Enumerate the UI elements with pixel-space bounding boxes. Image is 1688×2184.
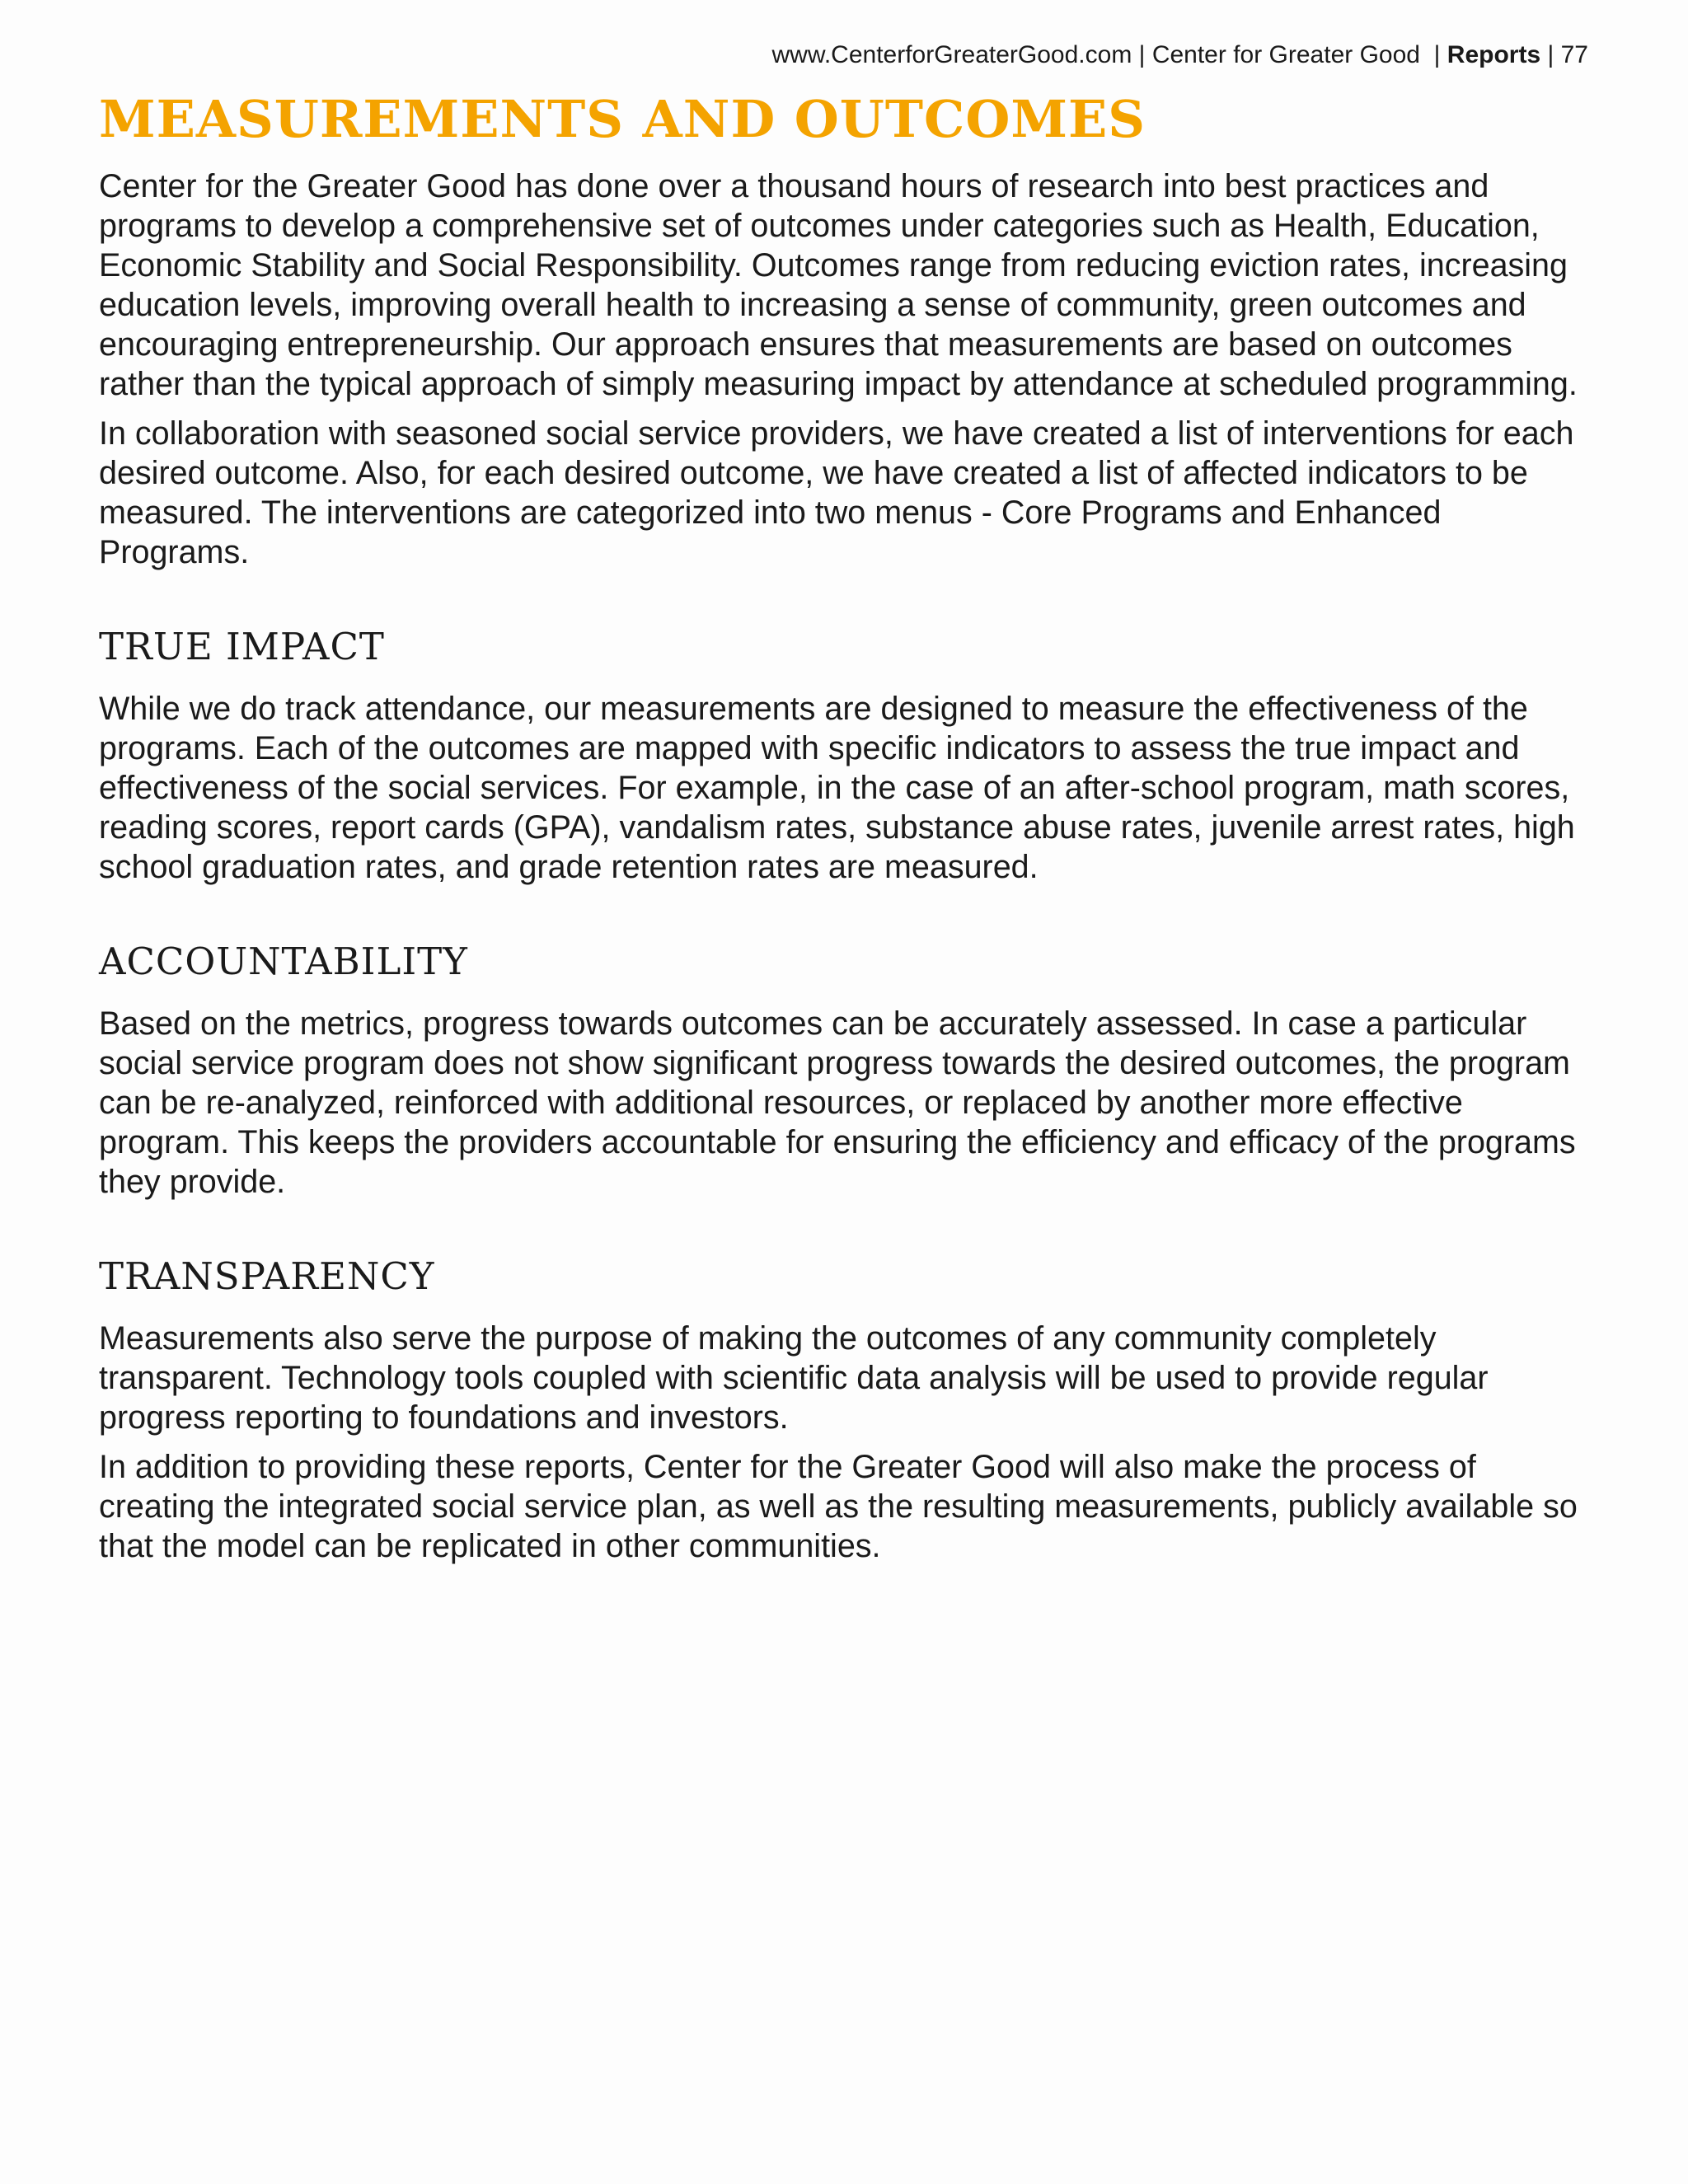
header-separator: |: [1547, 41, 1554, 68]
intro-section: [99, 166, 1582, 572]
section-paragraph: Based on the metrics, progress towards outcomes can be accurately assessed. In case a particular social service program does not show significant progress towards the desired outcomes, the program can be re-analyzed, reinforced with additional resources, or replaced by another more effective program. This keeps the providers accountable for ensuring the efficiency and efficacy of the programs they provide.: [99, 1005, 1576, 1200]
intro-paragraph: Center for the Greater Good has done over a thousand hours of research into best practices and programs to develop a comprehensive set of outcomes under categories such as Health, Education, Economic Stability and Social Responsibility. Outcomes range from reducing eviction rates, increasing education levels, improving overall health to increasing a sense of community, green outcomes and encouraging entrepreneurship. Our approach ensures that measurements are based on outcomes rather than the typical approach of simply measuring impact by attendance at scheduled programming.: [99, 168, 1578, 402]
page-content: [99, 82, 1582, 1576]
header-separator: |: [1138, 41, 1146, 68]
section-heading: TRUE IMPACT: [99, 625, 385, 668]
header-org-name: Center for Greater Good: [1151, 41, 1420, 68]
section-heading: TRANSPARENCY: [99, 1254, 435, 1298]
section-heading: ACCOUNTABILITY: [99, 940, 468, 983]
section-accountability: [99, 941, 1582, 1202]
section-paragraph: In addition to providing these reports, Center for the Greater Good will also make the process of creating the integrated social service plan, as well as the resulting measurements, publicly available so that the model can be replicated in other communities.: [99, 1449, 1578, 1564]
page-header: [771, 41, 1588, 69]
section-paragraph: Measurements also serve the purpose of making the outcomes of any community completely transparent. Technology tools coupled with scientific data analysis will be used to provide regular progress reporting to foundations and investors.: [99, 1320, 1489, 1436]
section-transparency: [99, 1256, 1582, 1566]
header-site-url: www.CenterforGreaterGood.com: [771, 41, 1132, 68]
header-separator: |: [1433, 41, 1441, 68]
section-paragraph: While we do track attendance, our measurements are designed to measure the effectiveness of the programs. Each of the outcomes are mapped with specific indicators to assess the true impact and effectiveness of the social services. For example, in the case of an after-school program, math scores, reading scores, report cards (GPA), vandalism rates, substance abuse rates, juvenile arrest rates, high school graduation rates, and grade retention rates are measured.: [99, 691, 1575, 885]
section-true-impact: [99, 626, 1582, 887]
header-section-name: Reports: [1447, 41, 1541, 68]
page-title: MEASUREMENTS AND OUTCOMES: [99, 89, 1146, 149]
page-number: 77: [1560, 41, 1588, 68]
intro-paragraph: In collaboration with seasoned social service providers, we have created a list of interventions for each desired outcome. Also, for each desired outcome, we have created a list of affected indicators to be measured. The interventions are categorized into two menus - Core Programs and Enhanced Programs.: [99, 415, 1574, 570]
